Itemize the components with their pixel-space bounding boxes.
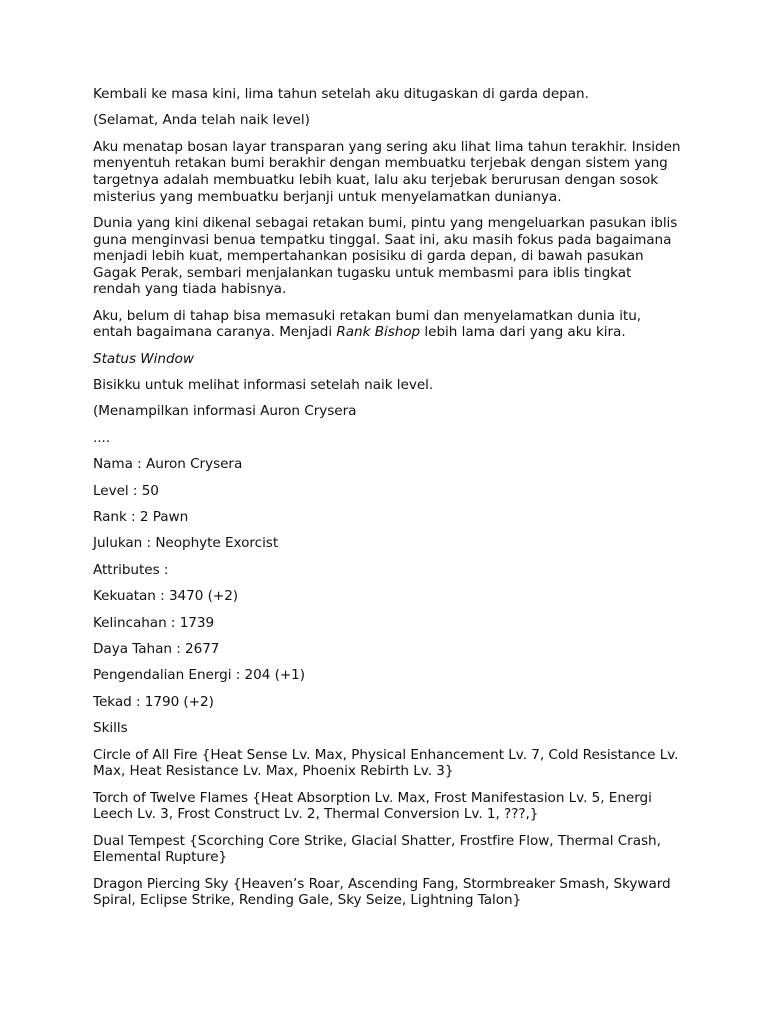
bishop-text-after: lebih lama dari yang aku kira. xyxy=(420,324,626,341)
paragraph-intro: Kembali ke masa kini, lima tahun setelah aku ditugaskan di garda depan. xyxy=(93,86,589,102)
stat-agility: Kelincahan : 1739 xyxy=(93,614,215,631)
document-page xyxy=(93,86,683,919)
skill-torch-of-twelve-flames: Torch of Twelve Flames {Heat Absorption Lv. Max, Frost Manifestasion Lv. 5, Energi Leech Lv. 3, Frost Construct Lv. 2, Thermal Conversion Lv. 1, ???,} xyxy=(93,789,652,823)
status-window-heading xyxy=(93,351,683,368)
stat-title: Julukan : Neophyte Exorcist xyxy=(93,535,279,552)
paragraph-level-up: (Selamat, Anda telah naik level) xyxy=(93,112,310,129)
stat-resolve: Tekad : 1790 (+2) xyxy=(93,693,214,710)
skill-circle-of-all-fire: Circle of All Fire {Heat Sense Lv. Max, Physical Enhancement Lv. 7, Cold Resistance Lv. Max, Heat Resistance Lv. Max, Phoenix Rebirth Lv. 3} xyxy=(93,746,679,780)
bishop-rank-emphasis: Rank Bishop xyxy=(336,324,421,341)
skill-dual-tempest: Dual Tempest {Scorching Core Strike, Glacial Shatter, Frostfire Flow, Thermal Crash, Elemental Rupture} xyxy=(93,832,661,866)
paragraph-bishop xyxy=(93,308,683,341)
paragraph-status-screen: Aku menatap bosan layar transparan yang sering aku lihat lima tahun terakhir. Insiden menyentuh retakan bumi berakhir dengan membuatku terjebak dengan sistem yang targetnya adalah membuatku lebih kuat, lalu aku terjebak berurusan dengan sosok misterius yang membuatku berjanji untuk menyelamatkan dunianya. xyxy=(93,138,681,205)
skill-dragon-piercing-sky: Dragon Piercing Sky {Heaven’s Roar, Ascending Fang, Stormbreaker Smash, Skyward Spiral, Eclipse Strike, Rending Gale, Sky Seize, Lightning Talon} xyxy=(93,875,671,909)
stat-energy-control: Pengendalian Energi : 204 (+1) xyxy=(93,667,306,684)
bishop-text-before: Aku, belum di tahap bisa memasuki retakan bumi dan menyelamatkan dunia itu, entah bagaimana caranya. Menjadi xyxy=(93,307,642,341)
paragraph-whisper: Bisikku untuk melihat informasi setelah naik level. xyxy=(93,377,434,394)
status-window-label: Status Window xyxy=(93,350,194,367)
stat-strength: Kekuatan : 3470 (+2) xyxy=(93,588,239,605)
paragraph-show-info: (Menampilkan informasi Auron Crysera xyxy=(93,403,357,420)
paragraph-world: Dunia yang kini dikenal sebagai retakan bumi, pintu yang mengeluarkan pasukan iblis guna menginvasi benua tempatku tinggal. Saat ini, aku masih fokus pada bagaimana menjadi lebih kuat, mempertahankan posisiku di garda depan, di bawah pasukan Gagak Perak, sembari menjalankan tugasku untuk membasmi para iblis tingkat rendah yang tiada habisnya. xyxy=(93,214,678,298)
stat-endurance: Daya Tahan : 2677 xyxy=(93,641,220,657)
stat-name: Nama : Auron Crysera xyxy=(93,456,243,473)
stat-level: Level : 50 xyxy=(93,482,159,499)
skills-heading: Skills xyxy=(93,720,128,737)
stat-rank: Rank : 2 Pawn xyxy=(93,509,189,526)
paragraph-ellipsis: .... xyxy=(93,429,111,446)
attributes-heading: Attributes : xyxy=(93,561,169,578)
